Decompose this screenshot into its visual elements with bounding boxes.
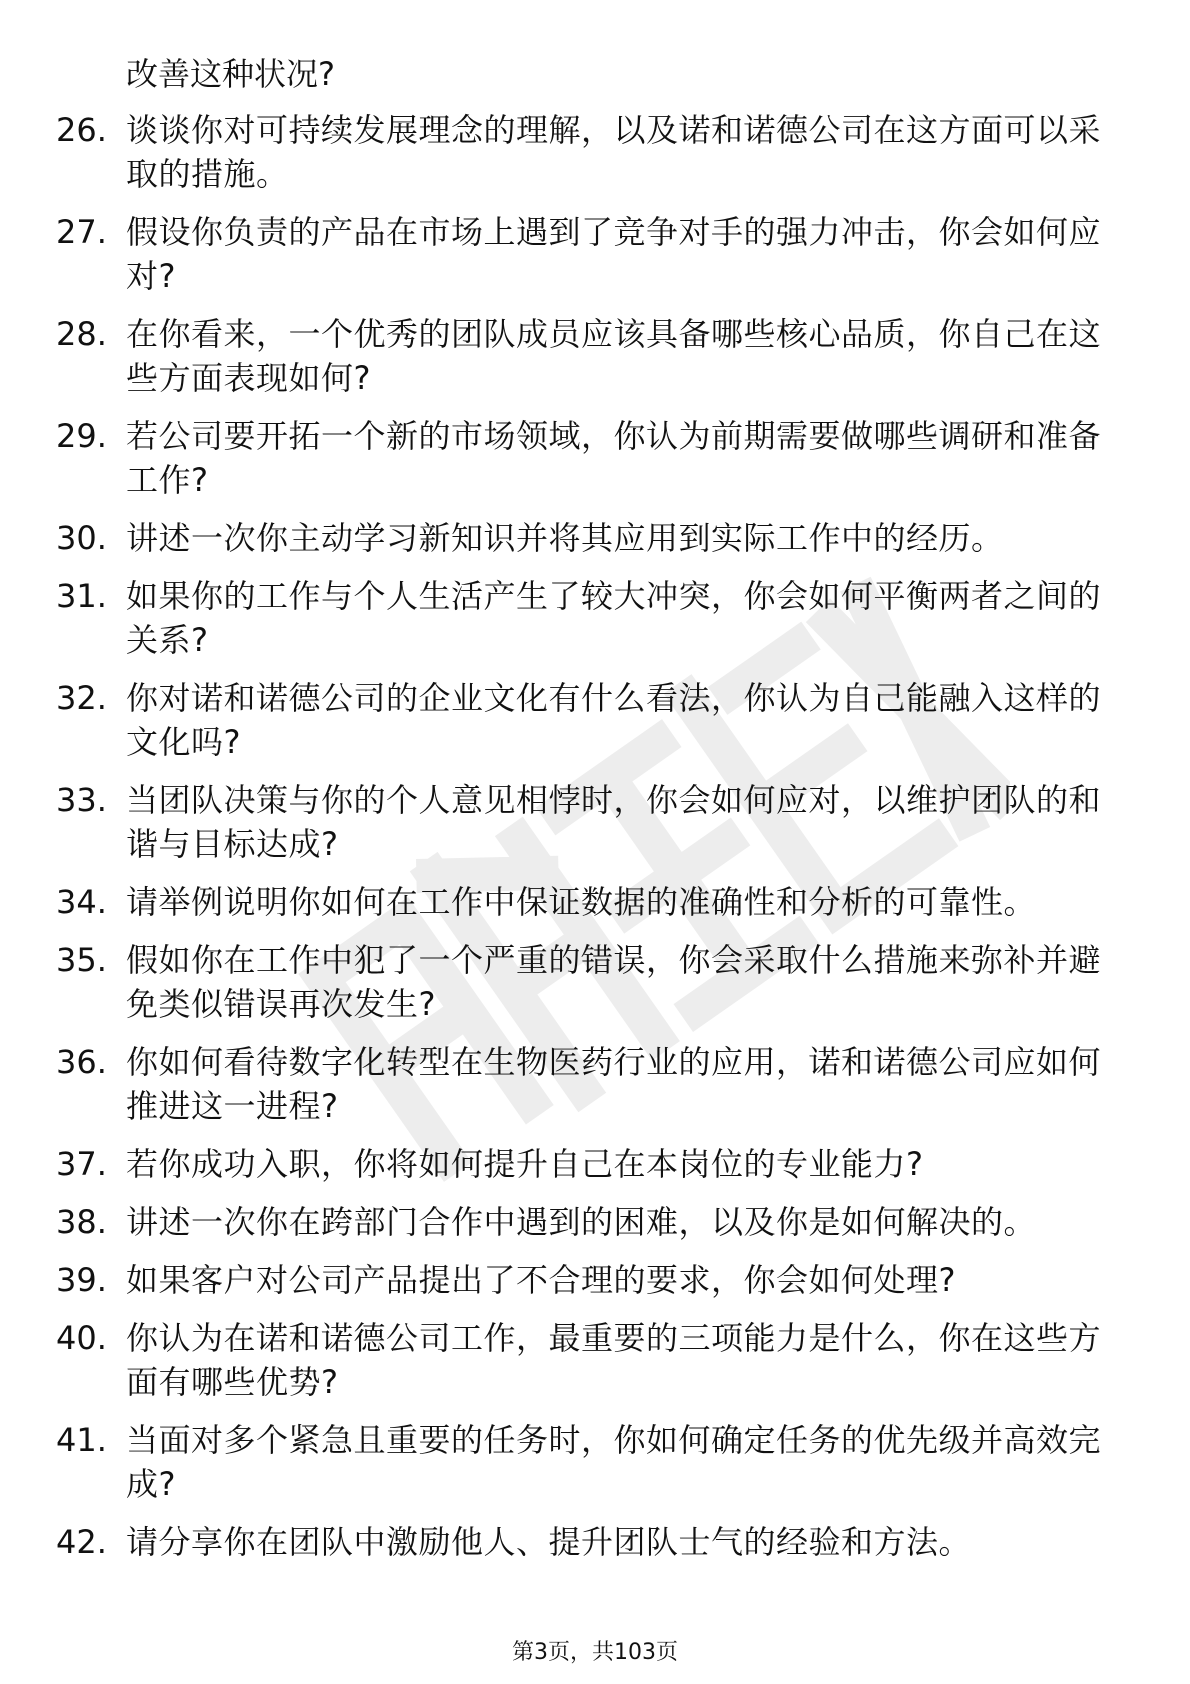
list-item [0, 1520, 1190, 1564]
question-number: 41. [56, 1421, 107, 1459]
question-text: 讲述一次你在跨部门合作中遇到的困难，以及你是如何解决的。 [126, 1203, 1037, 1241]
question-number: 37. [56, 1145, 107, 1183]
question-text: 若你成功入职，你将如何提升自己在本岗位的专业能力? [126, 1145, 924, 1183]
list-item [0, 210, 1190, 298]
question-text: 你认为在诺和诺德公司工作，最重要的三项能力是什么，你在这些方面有哪些优势? [126, 1319, 1102, 1401]
question-text: 讲述一次你主动学习新知识并将其应用到实际工作中的经历。 [126, 519, 1004, 557]
question-text: 若公司要开拓一个新的市场领域，你认为前期需要做哪些调研和准备工作? [126, 417, 1102, 499]
question-number: 34. [56, 883, 107, 921]
question-number: 33. [56, 781, 107, 819]
question-text: 你对诺和诺德公司的企业文化有什么看法，你认为自己能融入这样的文化吗? [126, 679, 1102, 761]
question-text: 你如何看待数字化转型在生物医药行业的应用，诺和诺德公司应如何推进这一进程? [126, 1043, 1102, 1125]
list-item [0, 414, 1190, 502]
question-text: 当团队决策与你的个人意见相悖时，你会如何应对，以维护团队的和谐与目标达成? [126, 781, 1102, 863]
question-text: 如果你的工作与个人生活产生了较大冲突，你会如何平衡两者之间的关系? [126, 577, 1102, 659]
list-item [0, 880, 1190, 924]
list-item [0, 778, 1190, 866]
list-item [0, 1200, 1190, 1244]
question-text: 如果客户对公司产品提出了不合理的要求，你会如何处理? [126, 1261, 956, 1299]
list-item [0, 1040, 1190, 1128]
list-item [0, 574, 1190, 662]
list-item [0, 1316, 1190, 1404]
list-item [0, 938, 1190, 1026]
list-item [0, 108, 1190, 196]
question-number: 29. [56, 417, 107, 455]
list-item [0, 676, 1190, 764]
question-number: 36. [56, 1043, 107, 1081]
question-number: 39. [56, 1261, 107, 1299]
question-number: 38. [56, 1203, 107, 1241]
question-text: 假设你负责的产品在市场上遇到了竞争对手的强力冲击，你会如何应对? [126, 213, 1102, 295]
question-number: 28. [56, 315, 107, 353]
question-number: 30. [56, 519, 107, 557]
list-item [0, 1142, 1190, 1186]
question-number: 35. [56, 941, 107, 979]
question-text: 在你看来，一个优秀的团队成员应该具备哪些核心品质，你自己在这些方面表现如何? [126, 315, 1102, 397]
question-number: 40. [56, 1319, 107, 1357]
list-item [0, 516, 1190, 560]
question-text: 谈谈你对可持续发展理念的理解，以及诺和诺德公司在这方面可以采取的措施。 [126, 111, 1102, 193]
list-item [0, 312, 1190, 400]
page-footer: 第3页，共103页 [512, 1640, 678, 1665]
question-text: 当面对多个紧急且重要的任务时，你如何确定任务的优先级并高效完成? [126, 1421, 1102, 1503]
question-text: 请举例说明你如何在工作中保证数据的准确性和分析的可靠性。 [126, 883, 1037, 921]
question-text: 请分享你在团队中激励他人、提升团队士气的经验和方法。 [126, 1523, 972, 1561]
list-item [0, 1258, 1190, 1302]
continuation-text: 改善这种状况? [126, 55, 335, 93]
question-number: 42. [56, 1523, 107, 1561]
question-number: 31. [56, 577, 107, 615]
question-number: 27. [56, 213, 107, 251]
question-number: 26. [56, 111, 107, 149]
question-text: 假如你在工作中犯了一个严重的错误，你会采取什么措施来弥补并避免类似错误再次发生? [126, 941, 1102, 1023]
question-list [0, 108, 1190, 1578]
list-item [0, 1418, 1190, 1506]
question-number: 32. [56, 679, 107, 717]
